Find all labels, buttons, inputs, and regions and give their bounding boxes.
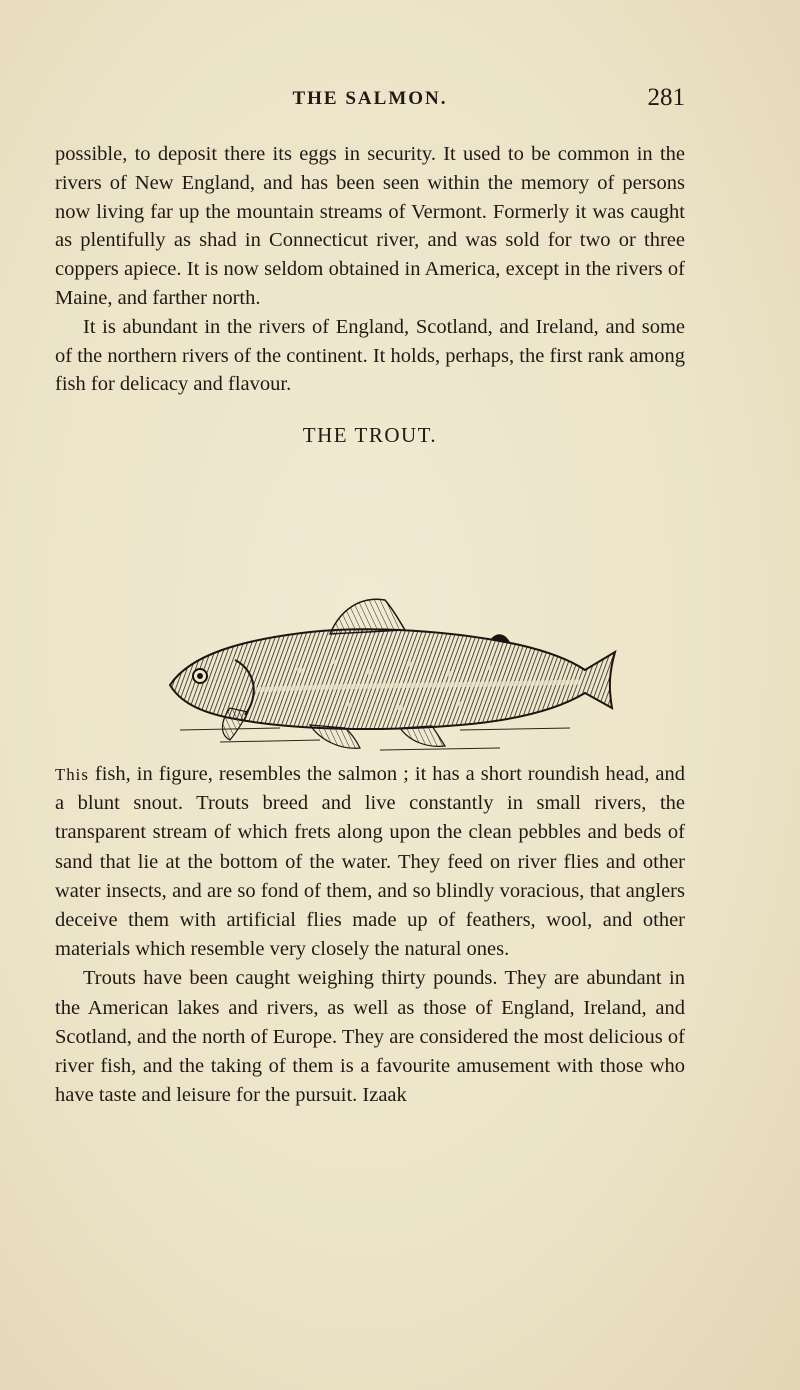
salmon-text bbox=[55, 140, 685, 464]
running-head: THE SALMON. bbox=[292, 88, 448, 109]
anal-fin bbox=[400, 726, 445, 746]
page-number: 281 bbox=[647, 84, 685, 111]
paragraph-2: It is abundant in the rivers of England, Scotland, and Ireland, and some of the northern rivers of the continent. It holds, perhaps, the first rank among fish for delicacy and flavour. bbox=[55, 315, 685, 396]
paragraph-1: possible, to deposit there its eggs in security. It used to be common in the rivers of New England, and has been seen within the memory of persons now living far up the mountain streams of Vermont. Formerly it was caught as plentifully as shad in Connecticut river, and was sold for two or three coppers apiece. It is now seldom obtained in America, except in the rivers of Maine, and farther north. bbox=[55, 143, 685, 309]
paragraph-3-text: fish, in figure, resembles the salmon ; it has a short roundish head, and a blunt snout. Trouts breed and live constantly in small rivers, the transparent stream of which frets along upon the clean pebbles and beds of sand that lie at the bottom of the water. They feed on river flies and other water insects, and are so fond of them, and so blindly voracious, that anglers deceive them with artificial flies made up of feathers, wool, and other materials which resemble very closely the natural ones. bbox=[55, 763, 685, 961]
page-header bbox=[55, 84, 685, 118]
pectoral-fin bbox=[223, 708, 249, 740]
trout-text bbox=[55, 760, 685, 1110]
water-lines bbox=[180, 728, 570, 750]
drop-word: This bbox=[55, 765, 89, 784]
paragraph-4: Trouts have been caught weighing thirty pounds. They are abundant in the American lakes and rivers, as well as those of England, Ireland, and Scotland, and the north of Europe. They are considered the most delicious of river fish, and the taking of them is a favourite amusement with those who have taste and leisure for the pursuit. Izaak bbox=[55, 967, 685, 1107]
dorsal-fin bbox=[330, 599, 405, 634]
trout-engraving bbox=[160, 590, 620, 760]
paragraph-3 bbox=[55, 760, 685, 964]
trout-illustration bbox=[160, 590, 620, 760]
section-title: THE TROUT. bbox=[302, 423, 438, 448]
